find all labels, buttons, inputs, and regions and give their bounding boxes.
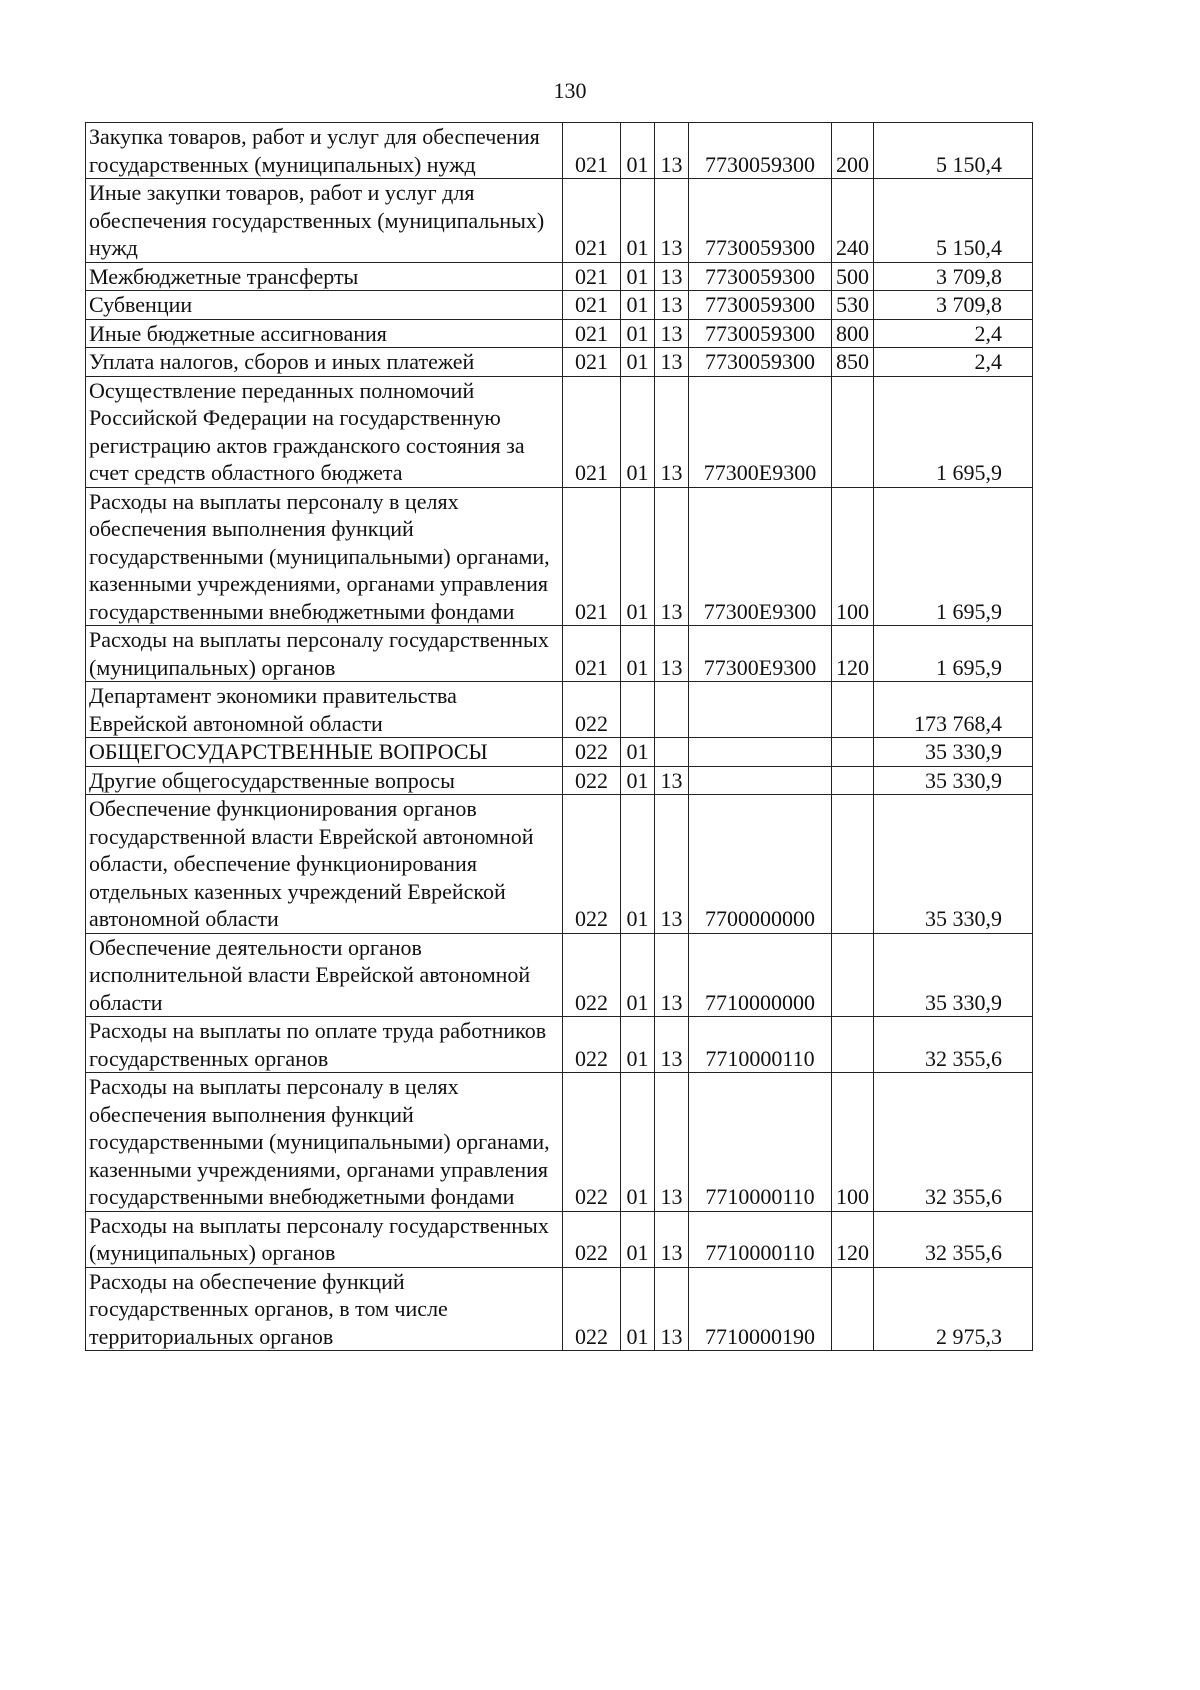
row-target-article: 7730059300 — [689, 348, 832, 377]
row-section: 01 — [621, 319, 655, 348]
row-name: Иные бюджетные ассигнования — [86, 319, 563, 348]
row-amount: 173 768,4 — [874, 682, 1033, 738]
row-section: 01 — [621, 262, 655, 291]
row-target-article: 77300Е9300 — [689, 376, 832, 487]
row-section: 01 — [621, 1267, 655, 1351]
row-section: 01 — [621, 626, 655, 682]
row-section: 01 — [621, 487, 655, 626]
row-expense-type: 200 — [832, 123, 874, 179]
row-expense-type — [832, 376, 874, 487]
row-section: 01 — [621, 766, 655, 795]
row-amount: 2 975,3 — [874, 1267, 1033, 1351]
row-subsection: 13 — [655, 1017, 689, 1073]
row-amount: 35 330,9 — [874, 766, 1033, 795]
row-amount: 2,4 — [874, 319, 1033, 348]
row-ved: 021 — [563, 291, 621, 320]
row-ved: 021 — [563, 319, 621, 348]
table-row — [86, 487, 1033, 626]
table-row — [86, 626, 1033, 682]
row-expense-type: 100 — [832, 487, 874, 626]
row-expense-type: 120 — [832, 626, 874, 682]
row-expense-type: 800 — [832, 319, 874, 348]
row-subsection: 13 — [655, 262, 689, 291]
row-subsection: 13 — [655, 795, 689, 934]
table-row — [86, 1211, 1033, 1267]
row-expense-type — [832, 682, 874, 738]
row-expense-type — [832, 766, 874, 795]
row-ved: 022 — [563, 682, 621, 738]
row-ved: 022 — [563, 933, 621, 1017]
table-row — [86, 123, 1033, 179]
row-name: Закупка товаров, работ и услуг для обеспечения государственных (муниципальных) нужд — [86, 123, 563, 179]
row-expense-type — [832, 933, 874, 1017]
row-section: 01 — [621, 376, 655, 487]
row-section: 01 — [621, 795, 655, 934]
row-name: ОБЩЕГОСУДАРСТВЕННЫЕ ВОПРОСЫ — [86, 738, 563, 767]
row-amount: 3 709,8 — [874, 291, 1033, 320]
row-name: Осуществление переданных полномочий Российской Федерации на государственную регистрацию актов гражданского состояния за счет средств областного бюджета — [86, 376, 563, 487]
row-ved: 022 — [563, 1267, 621, 1351]
row-ved: 022 — [563, 1211, 621, 1267]
table-row — [86, 348, 1033, 377]
row-ved: 022 — [563, 795, 621, 934]
row-amount: 35 330,9 — [874, 738, 1033, 767]
row-subsection: 13 — [655, 626, 689, 682]
table-row — [86, 682, 1033, 738]
row-amount: 35 330,9 — [874, 795, 1033, 934]
row-target-article: 7730059300 — [689, 179, 832, 263]
row-ved: 022 — [563, 1017, 621, 1073]
row-subsection — [655, 682, 689, 738]
row-target-article: 7700000000 — [689, 795, 832, 934]
row-subsection: 13 — [655, 766, 689, 795]
table-row — [86, 1267, 1033, 1351]
row-target-article: 7710000110 — [689, 1017, 832, 1073]
row-target-article: 7710000110 — [689, 1073, 832, 1212]
row-expense-type — [832, 795, 874, 934]
row-expense-type: 100 — [832, 1073, 874, 1212]
row-subsection: 13 — [655, 933, 689, 1017]
row-target-article: 7710000190 — [689, 1267, 832, 1351]
row-target-article — [689, 766, 832, 795]
row-amount: 32 355,6 — [874, 1211, 1033, 1267]
table-row — [86, 319, 1033, 348]
row-ved: 021 — [563, 487, 621, 626]
row-name: Расходы на выплаты персоналу государственных (муниципальных) органов — [86, 626, 563, 682]
row-subsection — [655, 738, 689, 767]
row-name: Другие общегосударственные вопросы — [86, 766, 563, 795]
row-name: Расходы на выплаты персоналу в целях обеспечения выполнения функций государственными (муниципальными) органами, казенными учреждениями, органами управления государственными внебюджетными фондами — [86, 1073, 563, 1212]
row-section — [621, 682, 655, 738]
row-target-article: 77300Е9300 — [689, 626, 832, 682]
row-subsection: 13 — [655, 291, 689, 320]
row-name: Уплата налогов, сборов и иных платежей — [86, 348, 563, 377]
row-name: Обеспечение функционирования органов государственной власти Еврейской автономной области, обеспечение функционирования отдельных казенных учреждений Еврейской автономной области — [86, 795, 563, 934]
row-subsection: 13 — [655, 1211, 689, 1267]
row-expense-type: 530 — [832, 291, 874, 320]
row-section: 01 — [621, 1211, 655, 1267]
row-target-article: 7730059300 — [689, 319, 832, 348]
row-ved: 022 — [563, 738, 621, 767]
row-name: Расходы на выплаты по оплате труда работников государственных органов — [86, 1017, 563, 1073]
table-row — [86, 1073, 1033, 1212]
row-target-article: 7710000000 — [689, 933, 832, 1017]
row-ved: 021 — [563, 626, 621, 682]
row-subsection: 13 — [655, 179, 689, 263]
row-subsection: 13 — [655, 1267, 689, 1351]
row-subsection: 13 — [655, 487, 689, 626]
row-subsection: 13 — [655, 123, 689, 179]
row-ved: 022 — [563, 766, 621, 795]
row-section: 01 — [621, 291, 655, 320]
row-expense-type — [832, 1267, 874, 1351]
row-subsection: 13 — [655, 376, 689, 487]
row-ved: 021 — [563, 262, 621, 291]
row-target-article: 7730059300 — [689, 123, 832, 179]
row-amount: 2,4 — [874, 348, 1033, 377]
row-amount: 32 355,6 — [874, 1017, 1033, 1073]
row-amount: 1 695,9 — [874, 626, 1033, 682]
row-name: Иные закупки товаров, работ и услуг для обеспечения государственных (муниципальных) нужд — [86, 179, 563, 263]
table-row — [86, 933, 1033, 1017]
row-expense-type: 850 — [832, 348, 874, 377]
row-amount: 1 695,9 — [874, 376, 1033, 487]
row-target-article — [689, 682, 832, 738]
row-target-article: 7730059300 — [689, 262, 832, 291]
table-row — [86, 738, 1033, 767]
row-ved: 022 — [563, 1073, 621, 1212]
row-ved: 021 — [563, 376, 621, 487]
row-section: 01 — [621, 348, 655, 377]
row-amount: 1 695,9 — [874, 487, 1033, 626]
table-row — [86, 1017, 1033, 1073]
row-name: Расходы на обеспечение функций государственных органов, в том числе территориальных органов — [86, 1267, 563, 1351]
row-amount: 5 150,4 — [874, 179, 1033, 263]
budget-table — [85, 122, 1033, 1351]
row-subsection: 13 — [655, 319, 689, 348]
table-row — [86, 262, 1033, 291]
row-subsection: 13 — [655, 348, 689, 377]
row-section: 01 — [621, 123, 655, 179]
table-row — [86, 766, 1033, 795]
row-name: Расходы на выплаты персоналу в целях обеспечения выполнения функций государственными (муниципальными) органами, казенными учреждениями, органами управления государственными внебюджетными фондами — [86, 487, 563, 626]
row-target-article: 7730059300 — [689, 291, 832, 320]
row-section: 01 — [621, 738, 655, 767]
row-name: Межбюджетные трансферты — [86, 262, 563, 291]
row-amount: 32 355,6 — [874, 1073, 1033, 1212]
row-target-article: 77300Е9300 — [689, 487, 832, 626]
row-amount: 35 330,9 — [874, 933, 1033, 1017]
row-section: 01 — [621, 933, 655, 1017]
row-ved: 021 — [563, 179, 621, 263]
row-target-article — [689, 738, 832, 767]
row-expense-type — [832, 1017, 874, 1073]
row-amount: 5 150,4 — [874, 123, 1033, 179]
table-row — [86, 291, 1033, 320]
row-section: 01 — [621, 179, 655, 263]
row-subsection: 13 — [655, 1073, 689, 1212]
row-expense-type — [832, 738, 874, 767]
row-expense-type: 120 — [832, 1211, 874, 1267]
row-section: 01 — [621, 1073, 655, 1212]
row-ved: 021 — [563, 348, 621, 377]
page-number: 130 — [553, 78, 587, 103]
row-amount: 3 709,8 — [874, 262, 1033, 291]
row-name: Субвенции — [86, 291, 563, 320]
row-section: 01 — [621, 1017, 655, 1073]
row-expense-type: 500 — [832, 262, 874, 291]
table-row — [86, 376, 1033, 487]
row-name: Расходы на выплаты персоналу государственных (муниципальных) органов — [86, 1211, 563, 1267]
row-ved: 021 — [563, 123, 621, 179]
row-target-article: 7710000110 — [689, 1211, 832, 1267]
row-name: Департамент экономики правительства Еврейской автономной области — [86, 682, 563, 738]
row-name: Обеспечение деятельности органов исполнительной власти Еврейской автономной области — [86, 933, 563, 1017]
table-row — [86, 179, 1033, 263]
row-expense-type: 240 — [832, 179, 874, 263]
table-row — [86, 795, 1033, 934]
